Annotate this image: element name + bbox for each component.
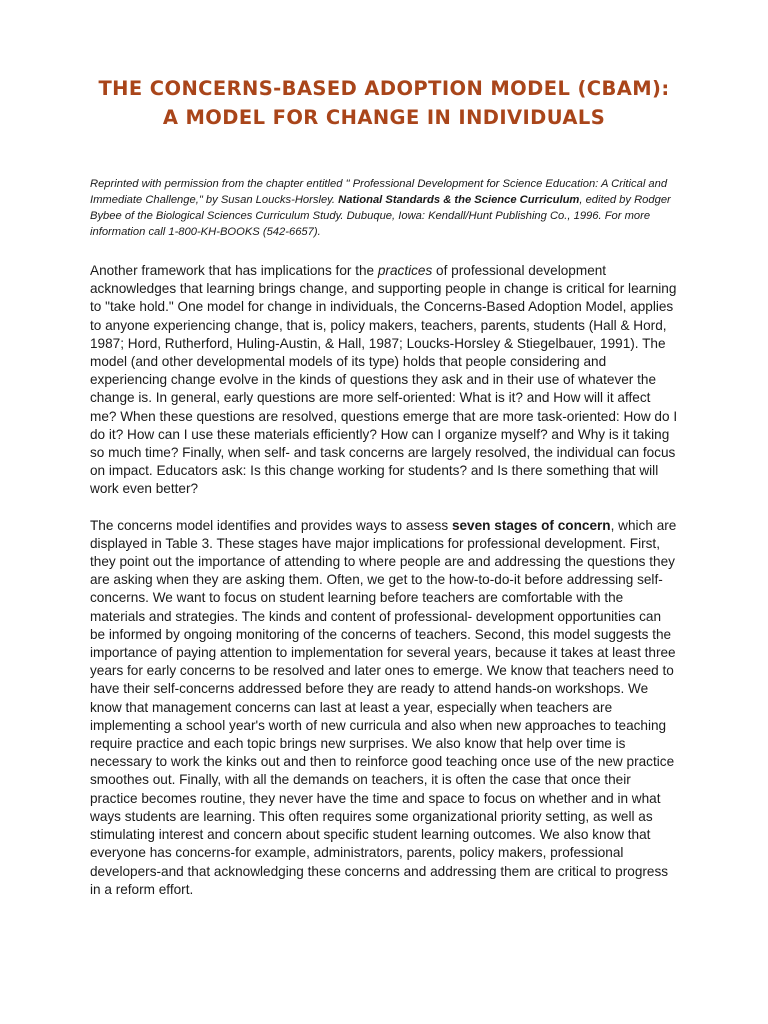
- citation-text-1: Reprinted with permission from the chapter entitled " Professional Development for Science Education: A Critical and Immediate Challenge," by Susan Loucks-Horsley.: [90, 178, 668, 206]
- paragraph-1-italic-practices: practices: [377, 263, 433, 278]
- citation-book-title: National Standards & the Science Curriculum: [338, 194, 580, 206]
- paragraph-2-text-1: The concerns model identifies and provides ways to assess: [90, 517, 452, 533]
- paragraph-1: [90, 262, 678, 499]
- paragraph-2-bold-seven-stages: seven stages of concern: [451, 517, 611, 533]
- reprint-citation: [90, 176, 678, 240]
- citation-text-2: , edited by Rodger Bybee of the Biological Sciences Curriculum Study. Dubuque, Iowa: Kendall/Hunt Publishing Co., 1996. For more information call 1-800-KH-BOOKS (542-6657).: [90, 194, 671, 238]
- paragraph-1-text-1: Another framework that has implications for the: [90, 263, 378, 278]
- paragraph-1-text-2: of professional development acknowledges that learning brings change, and supporting people in change is critical for learning to "take hold." One model for change in individuals, the Concerns-Based Adoption Model, applies to anyone experiencing change, that is, policy makers, teachers, parents, students (Hall & Hord, 1987; Hord, Rutherford, Huling-Austin, & Hall, 1987; Loucks-Horsley & Stiegelbauer, 1991). The model (and other developmental models of its type) holds that people considering and experiencing change evolve in the kinds of questions they ask and in their use of whatever the change is. In general, early questions are more self-oriented: What is it? and How will it affect me? When these questions are resolved, questions emerge that are more task-oriented: How do I do it? How can I use these materials efficiently? How can I organize myself? and Why is it taking so much time? Finally, when self- and task concerns are largely resolved, the individual can focus on impact. Educators ask: Is this change working for students? and Is there something that will work even better?: [90, 263, 678, 497]
- document-title: [90, 0, 678, 132]
- paragraph-2-text-2: , which are displayed in Table 3. These stages have major implications for professional development. First, they point out the importance of attending to where people are and addressing the questions they are asking when they are asking them. Often, we get to the how-to-do-it before addressing self-concerns. We want to focus on student learning before teachers are comfortable with the materials and strategies. The kinds and content of professional- development opportunities can be informed by ongoing monitoring of the concerns of teachers. Second, this model suggests the importance of paying attention to implementation for several years, because it takes at least three years for early concerns to be resolved and later ones to emerge. We know that teachers need to have their self-concerns addressed before they are ready to attend hands-on workshops. We know that management concerns can last at least a year, especially when teachers are implementing a school year's worth of new curricula and also when new approaches to teaching require practice and each topic brings new surprises. We also know that help over time is necessary to work the kinks out and then to reinforce good teaching once use of the new practice smoothes out. Finally, with all the demands on teachers, it is often the case that once their practice becomes routine, they never have the time and space to focus on whether and in what ways students are learning. This often requires some organizational priority setting, as well as stimulating interest and concern about specific student learning outcomes. We also know that everyone has concerns-for example, administrators, parents, policy makers, professional developers-and that acknowledging these concerns and addressing them are critical to progress in a reform effort.: [90, 517, 677, 897]
- title-line-2: A MODEL FOR CHANGE IN INDIVIDUALS: [162, 106, 606, 129]
- title-line-1: THE CONCERNS-BASED ADOPTION MODEL (CBAM):: [98, 77, 670, 100]
- paragraph-2: [90, 517, 678, 899]
